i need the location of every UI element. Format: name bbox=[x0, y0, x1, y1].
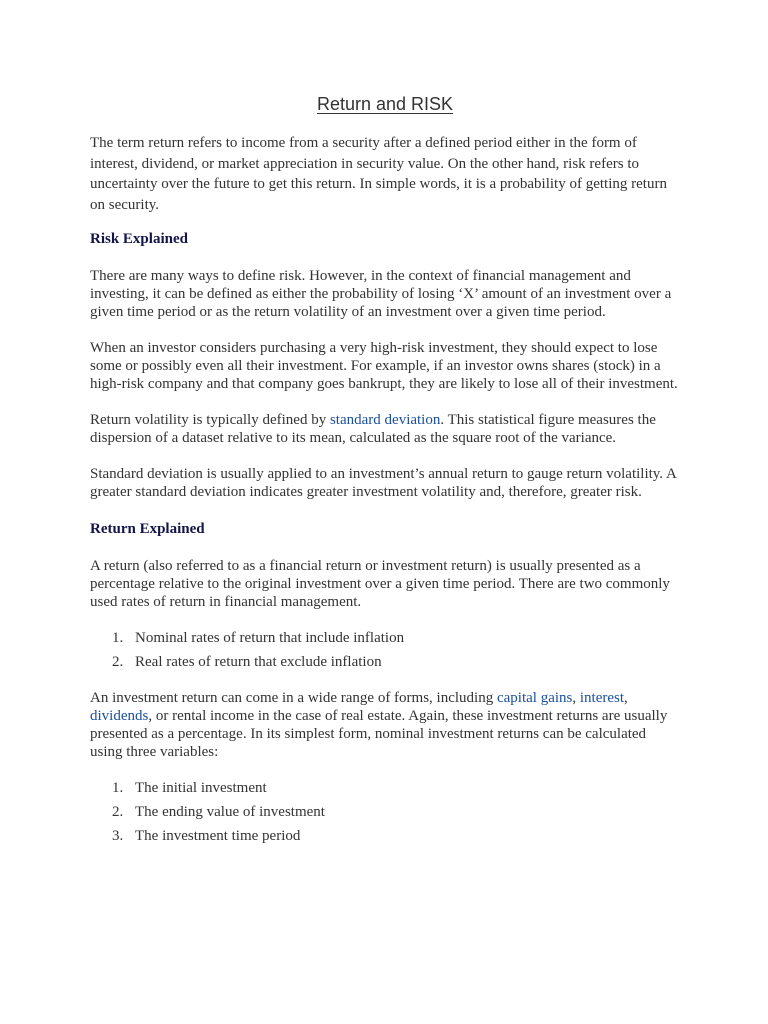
return-variables-list bbox=[90, 779, 680, 845]
risk-heading: Risk Explained bbox=[90, 231, 188, 247]
separator: , bbox=[624, 690, 628, 706]
risk-paragraph-2: When an investor considers purchasing a very high-risk investment, they should expect to lose some or possibly even all their investment. For example, if an investor owns shares (stock) in a high-risk company and that company goes bankrupt, they are likely to lose all of their investment. bbox=[90, 340, 678, 392]
list-item-text: The initial investment bbox=[135, 780, 267, 796]
document-page bbox=[90, 92, 680, 863]
list-item-text: The investment time period bbox=[135, 828, 301, 844]
list-item bbox=[90, 827, 680, 845]
list-item-text: Nominal rates of return that include inflation bbox=[135, 630, 405, 646]
risk-paragraph-1: There are many ways to define risk. However, in the context of financial management and investing, it can be defined as either the probability of losing ‘X’ amount of an investment over a given time period or as the return volatility of an investment over a given time period. bbox=[90, 268, 672, 320]
list-item-text: The ending value of investment bbox=[135, 804, 325, 820]
standard-deviation-link[interactable]: standard deviation bbox=[329, 412, 441, 428]
list-number: 1. bbox=[112, 630, 124, 646]
list-item bbox=[90, 653, 680, 671]
list-item-text: Real rates of return that exclude inflation bbox=[135, 654, 382, 670]
list-item bbox=[90, 779, 680, 797]
risk-paragraph-4: Standard deviation is usually applied to an investment’s annual return to gauge return volatility. A greater standard deviation indicates greater investment volatility and, therefore, greater risk. bbox=[90, 466, 676, 500]
list-item bbox=[90, 629, 680, 647]
list-item bbox=[90, 803, 680, 821]
list-number: 2. bbox=[112, 804, 124, 820]
list-number: 2. bbox=[112, 654, 124, 670]
list-number: 1. bbox=[112, 780, 124, 796]
dividends-link[interactable]: dividends bbox=[90, 708, 149, 724]
return-p2-text-before: An investment return can come in a wide range of forms, including bbox=[90, 690, 497, 706]
list-number: 3. bbox=[112, 828, 124, 844]
interest-link[interactable]: interest bbox=[579, 690, 625, 706]
risk-p3-text-before: Return volatility is typically defined by bbox=[90, 412, 330, 428]
risk-paragraph-3 bbox=[90, 411, 680, 447]
rates-of-return-list bbox=[90, 629, 680, 671]
separator: , bbox=[572, 690, 580, 706]
capital-gains-link[interactable]: capital gains bbox=[496, 690, 573, 706]
return-paragraph-1: A return (also referred to as a financial return or investment return) is usually presented as a percentage relative to the original investment over a given time period. There are two commonly used rates of return in financial management. bbox=[90, 558, 670, 610]
document-title: Return and RISK bbox=[316, 94, 454, 114]
return-heading: Return Explained bbox=[90, 521, 205, 537]
return-paragraph-2 bbox=[90, 689, 680, 761]
intro-paragraph: The term return refers to income from a security after a defined period either in the form of interest, dividend, or market appreciation in security value. On the other hand, risk refers to uncertainty over the future to get this return. In simple words, it is a probability of getting return on security. bbox=[90, 135, 667, 213]
risk-p3-text-after: . This statistical figure measures the dispersion of a dataset relative to its mean, calculated as the square root of the variance. bbox=[90, 412, 656, 446]
return-p2-text-after: , or rental income in the case of real estate. Again, these investment returns are usually presented as a percentage. In its simplest form, nominal investment returns can be calculated using three variables: bbox=[90, 708, 668, 760]
